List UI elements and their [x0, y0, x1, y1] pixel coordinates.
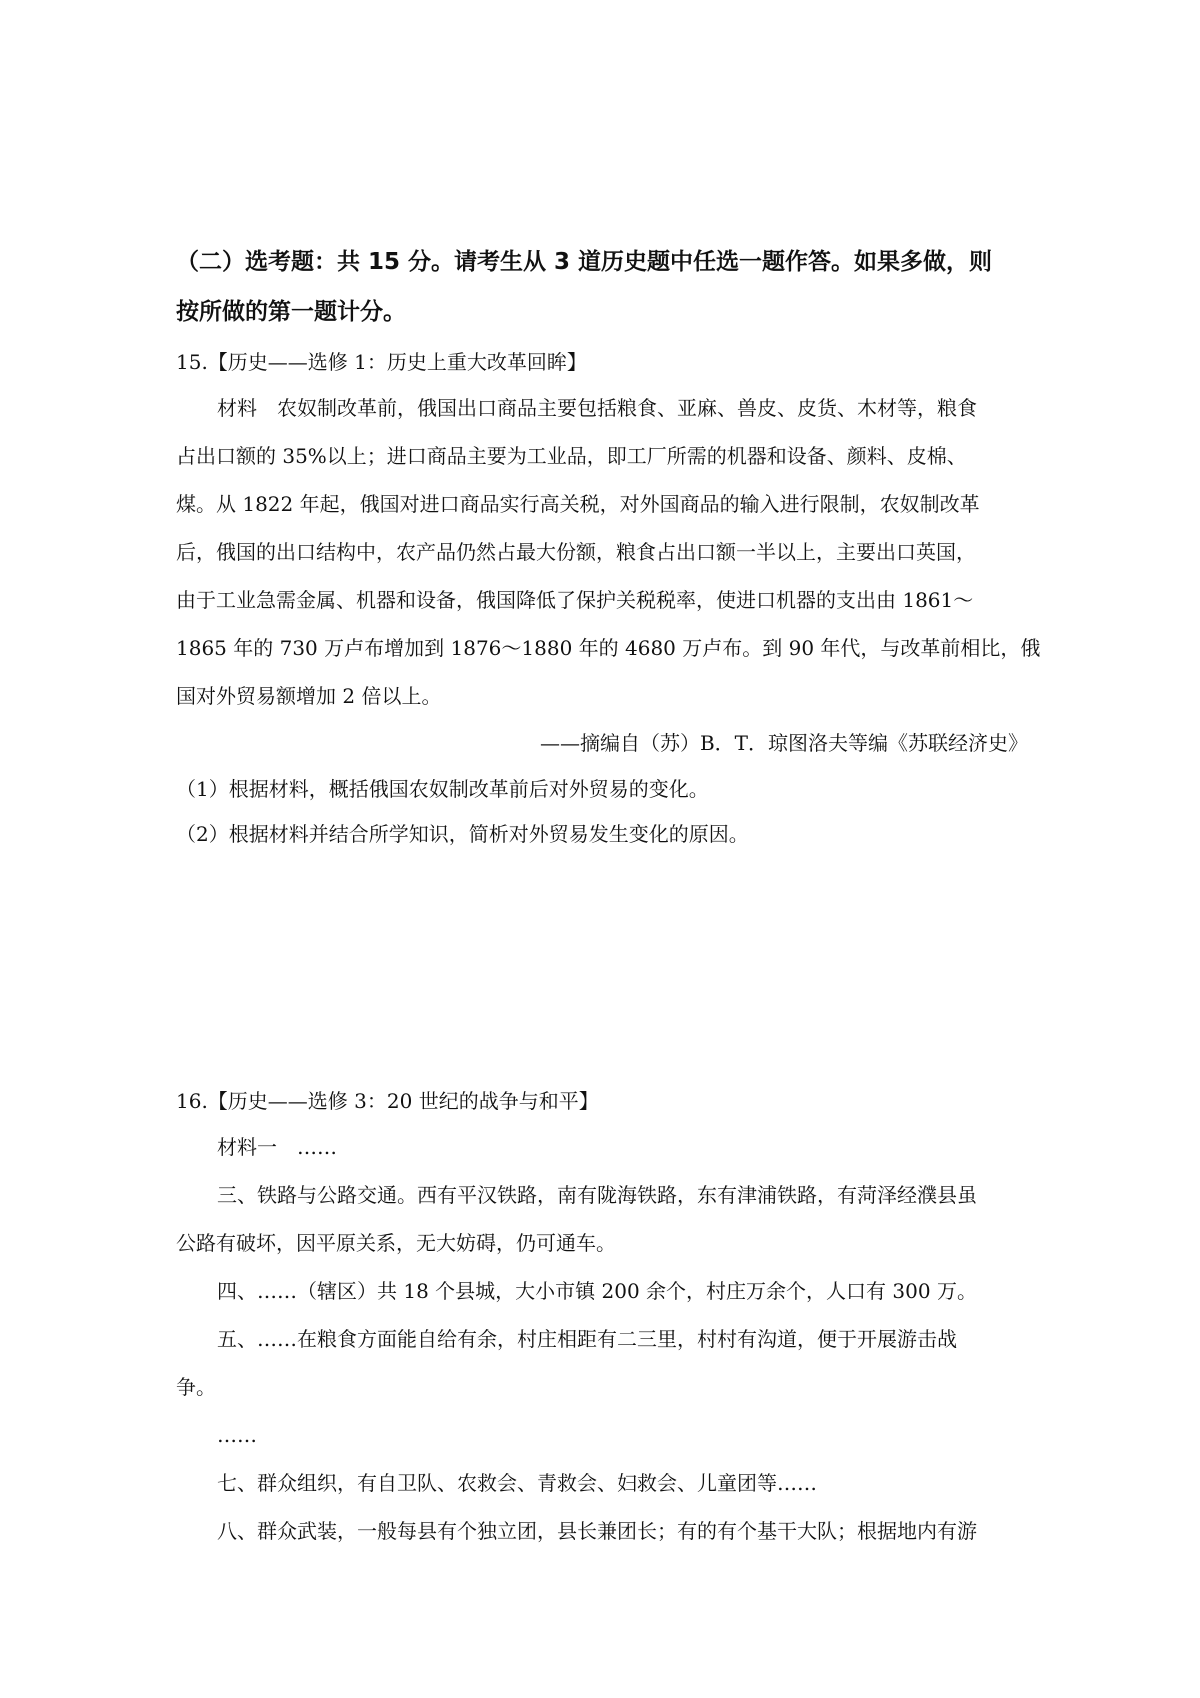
q15-material-line-7: 国对外贸易额增加 2 倍以上。 [176, 684, 442, 708]
q15-material-line-2: 占出口额的 35%以上；进口商品主要为工业品，即工厂所需的机器和设备、颜料、皮棉、 [176, 444, 967, 468]
q16-line-6: 争。 [176, 1375, 216, 1399]
q15-question-2: （2）根据材料并结合所学知识，简析对外贸易发生变化的原因。 [176, 822, 749, 846]
q16-line-7: …… [217, 1423, 257, 1447]
q16-line-5: 五、……在粮食方面能自给有余，村庄相距有二三里，村村有沟道，便于开展游击战 [217, 1327, 957, 1351]
q16-line-8: 七、群众组织，有自卫队、农救会、青救会、妇救会、儿童团等…… [217, 1471, 817, 1495]
q15-source: ——摘编自（苏）B．T．琼图洛夫等编《苏联经济史》 [539, 731, 1028, 755]
q15-material-line-5: 由于工业急需金属、机器和设备，俄国降低了保护关税税率，使进口机器的支出由 1861～ [176, 588, 974, 612]
q15-material-line-3: 煤。从 1822 年起，俄国对进口商品实行高关税，对外国商品的输入进行限制，农奴制改革 [176, 492, 980, 516]
q16-line-2: 三、铁路与公路交通。西有平汉铁路，南有陇海铁路，东有津浦铁路，有菏泽经濮县虽 [217, 1183, 977, 1207]
q15-material-line-6: 1865 年的 730 万卢布增加到 1876～1880 年的 4680 万卢布。到 90 年代，与改革前相比，俄 [176, 636, 1041, 660]
q15-material-line-4: 后，俄国的出口结构中，农产品仍然占最大份额，粮食占出口额一半以上，主要出口英国， [176, 540, 976, 564]
q15-title: 15.【历史——选修 1：历史上重大改革回眸】 [176, 350, 587, 374]
q16-title: 16.【历史——选修 3：20 世纪的战争与和平】 [176, 1089, 599, 1113]
section-heading-line-2: 按所做的第一题计分。 [176, 299, 406, 325]
q15-material-line-1: 材料 农奴制改革前，俄国出口商品主要包括粮食、亚麻、兽皮、皮货、木材等，粮食 [217, 396, 977, 420]
section-heading-line-1: （二）选考题：共 15 分。请考生从 3 道历史题中任选一题作答。如果多做，则 [176, 249, 993, 275]
q16-line-1: 材料一 …… [217, 1135, 337, 1159]
q15-question-1: （1）根据材料，概括俄国农奴制改革前后对外贸易的变化。 [176, 777, 709, 801]
q16-line-9: 八、群众武装，一般每县有个独立团，县长兼团长；有的有个基干大队；根据地内有游 [217, 1519, 977, 1543]
q16-line-3: 公路有破坏，因平原关系，无大妨碍，仍可通车。 [176, 1231, 616, 1255]
q16-line-4: 四、……（辖区）共 18 个县城，大小市镇 200 余个，村庄万余个，人口有 300 万。 [217, 1279, 977, 1303]
